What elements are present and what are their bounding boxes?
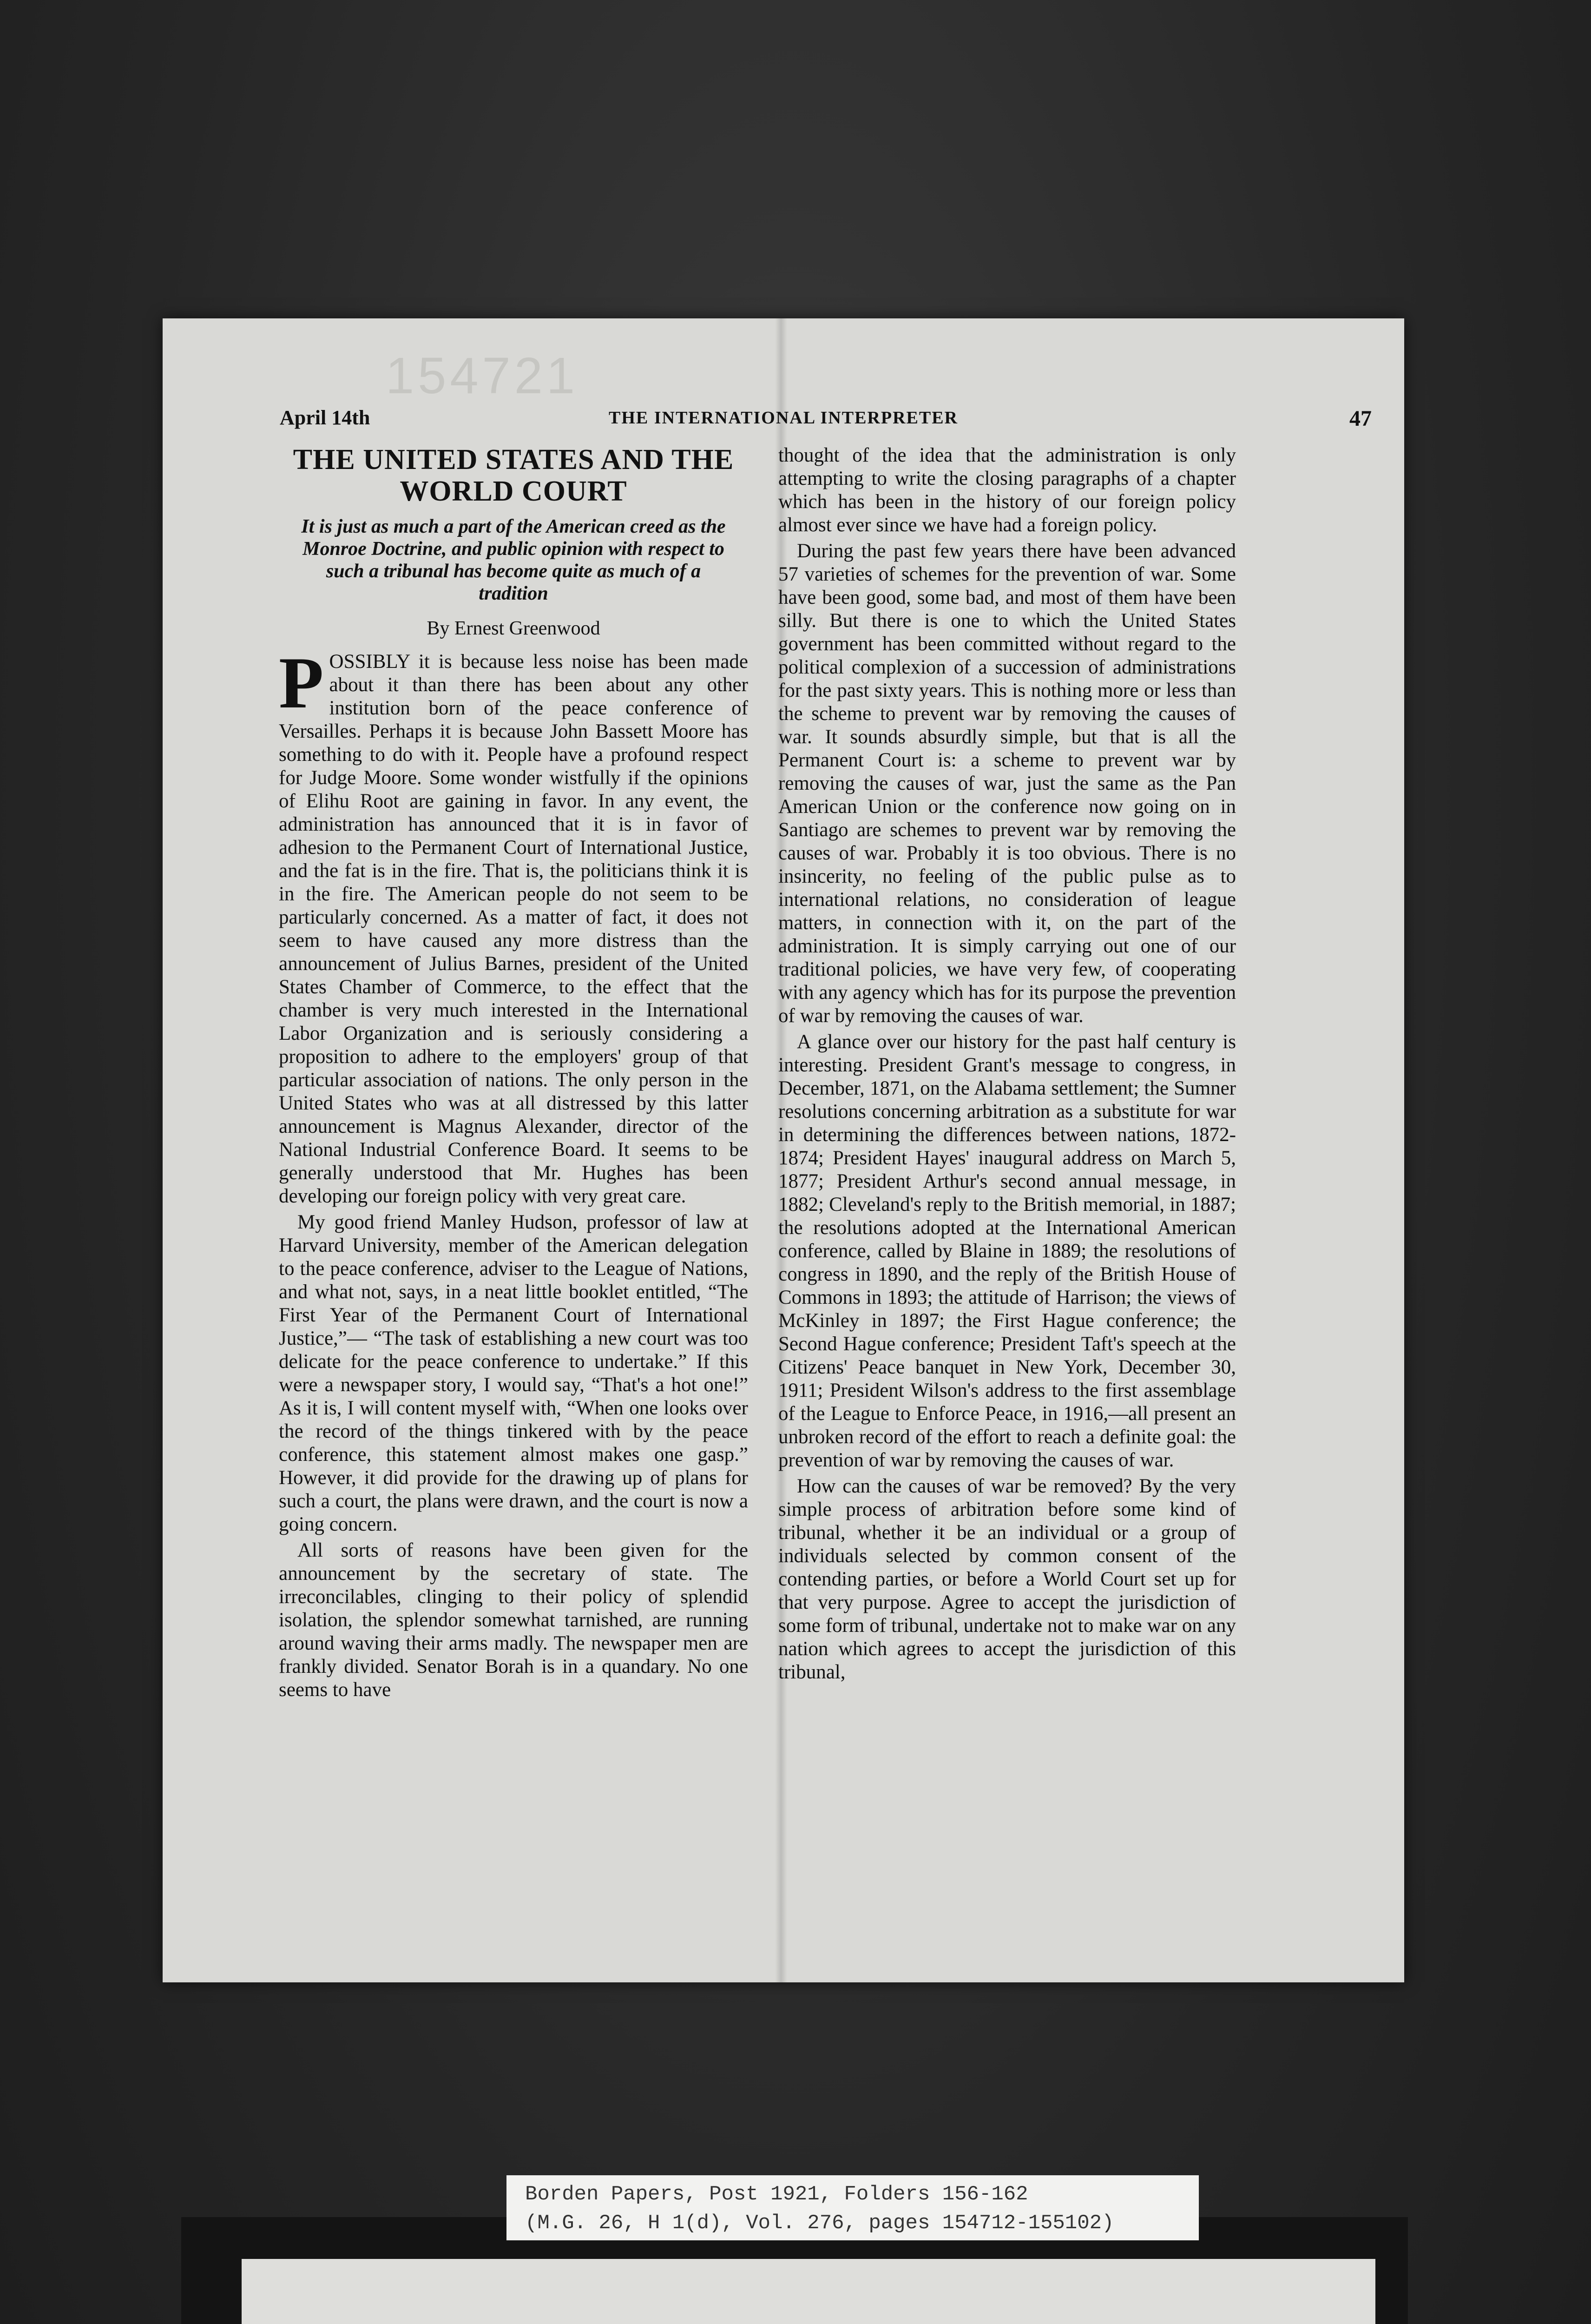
- running-head: [163, 406, 1404, 434]
- archive-frame-inner: [242, 2259, 1375, 2324]
- running-head-journal: THE INTERNATIONAL INTERPRETER: [608, 408, 958, 428]
- paragraph: During the past few years there have been advanced 57 varieties of schemes for the prevention of war. Some have been good, some bad, and most of them have been silly. But there is one to which the United States government has been committed without regard to the political complexion of a succession of administrations for the past sixty years. This is nothing more or less than the scheme to prevent war by removing the causes of war. It sounds absurdly simple, but that is all the Permanent Court is: a scheme to prevent war by removing the causes of war, just the same as the Pan American Union or the conference now going on in Santiago are schemes to prevent war by removing the causes of war. Probably it is too obvious. There is no insincerity, no feeling of the public pulse as to international relations, no consideration of league matters, in connection with it, on the part of the administration. It is simply carrying out one of our traditional policies, we have very few, of cooperating with any agency which has for its purpose the prevention of war by removing the causes of war.: [778, 540, 1236, 1027]
- article-byline: By Ernest Greenwood: [427, 618, 600, 639]
- paragraph: My good friend Manley Hudson, professor of law at Harvard University, member of the American delegation to the peace conference, adviser to the League of Nations, and what not, says, in a neat little booklet entitled, “The First Year of the Permanent Court of International Justice,”— “The task of establishing a new court was too delicate for the peace conference to undertake.” If this were a newspaper story, I would say, “That's a hot one!” As it is, I will content myself with, “When one looks over the record of the things tinkered with by the peace conference, this statement almost makes one gasp.” However, it did provide for the drawing up of plans for such a court, the plans were drawn, and the court is now a going concern.: [279, 1211, 748, 1535]
- left-column: [279, 444, 748, 1704]
- article-title: THE UNITED STATES AND THE WORLD COURT: [293, 444, 734, 507]
- right-column: [778, 444, 1236, 1687]
- collection-label-line1: Borden Papers, Post 1921, Folders 156-162: [525, 2183, 1028, 2206]
- faint-stamp-number: 154721: [386, 347, 579, 404]
- collection-label: [506, 2175, 1199, 2240]
- paragraph: All sorts of reasons have been given for the announcement by the secretary of state. The irreconcilables, clinging to their policy of splendid isolation, the splendor somewhat tarnished, are running around waving their arms madly. The newspaper men are frankly divided. Senator Borah is in a quandary. No one seems to have: [279, 1539, 748, 1701]
- paragraph: A glance over our history for the past half century is interesting. President Grant's message to congress, in December, 1871, on the Alabama settlement; the Sumner resolutions concerning arbitration as a substitute for war in determining the differences between nations, 1872-1874; President Hayes' inaugural address on March 5, 1877; President Arthur's second annual message, in 1882; Cleveland's reply to the British memorial, in 1887; the resolutions adopted at the International American conference, called by Blaine in 1889; the resolutions of congress in 1890, and the reply of the British House of Commons in 1893; the attitude of Harrison; the views of McKinley in 1897; the First Hague conference; the Second Hague conference; President Taft's speech at the Citizens' Peace banquet in New York, December 30, 1911; President Wilson's address to the first assemblage of the League to Enforce Peace, in 1916,—all present an unbroken record of the effort to reach a definite goal: the prevention of war by removing the causes of war.: [778, 1031, 1236, 1471]
- paragraph: thought of the idea that the administration is only attempting to write the closing paragraphs of a chapter which has been in the history of our foreign policy almost ever since we have had a foreign policy.: [778, 444, 1236, 536]
- page-number: 47: [1349, 406, 1372, 431]
- document-page: [163, 318, 1404, 1982]
- drop-cap: P: [279, 642, 324, 724]
- article-subtitle: It is just as much a part of the American creed as the Monroe Doctrine, and public opinion with respect to such a tribunal has become quite as much of a tradition: [301, 516, 726, 604]
- paragraph: POSSIBLY it is because less noise has been made about it than there has been about any other institution born of the peace conference of Versailles. Perhaps it is because John Bassett Moore has something to do with it. People have a profound respect for Judge Moore. Some wonder wistfully if the opinions of Elihu Root are gaining in favor. In any event, the administration has announced that it is in favor of adhesion to the Permanent Court of International Justice, and the fat is in the fire. That is, the politicians think it is in the fire. The American people do not seem to be particularly concerned. As a matter of fact, it does not seem to have caused any more distress than the announcement of Julius Barnes, president of the United States Chamber of Commerce, to the effect that the chamber is very much interested in the International Labor Organization and is seriously considering a proposition to adhere to the employers' group of that particular association of nations. The only person in the United States who was at all distressed by this latter announcement is Magnus Alexander, director of the National Industrial Conference Board. It seems to be generally understood that Mr. Hughes has been developing our foreign policy with very great care.: [279, 642, 748, 1207]
- collection-label-line2: (M.G. 26, H 1(d), Vol. 276, pages 154712-155102): [525, 2212, 1114, 2235]
- paragraph: How can the causes of war be removed? By the very simple process of arbitration before some kind of tribunal, whether it be an individual or a group of individuals selected by common consent of the contending parties, or before a World Court set up for that very purpose. Agree to accept the jurisdiction of some form of tribunal, undertake not to make war on any nation which agrees to accept the jurisdiction of this tribunal,: [778, 1475, 1236, 1683]
- running-head-date: April 14th: [280, 406, 370, 429]
